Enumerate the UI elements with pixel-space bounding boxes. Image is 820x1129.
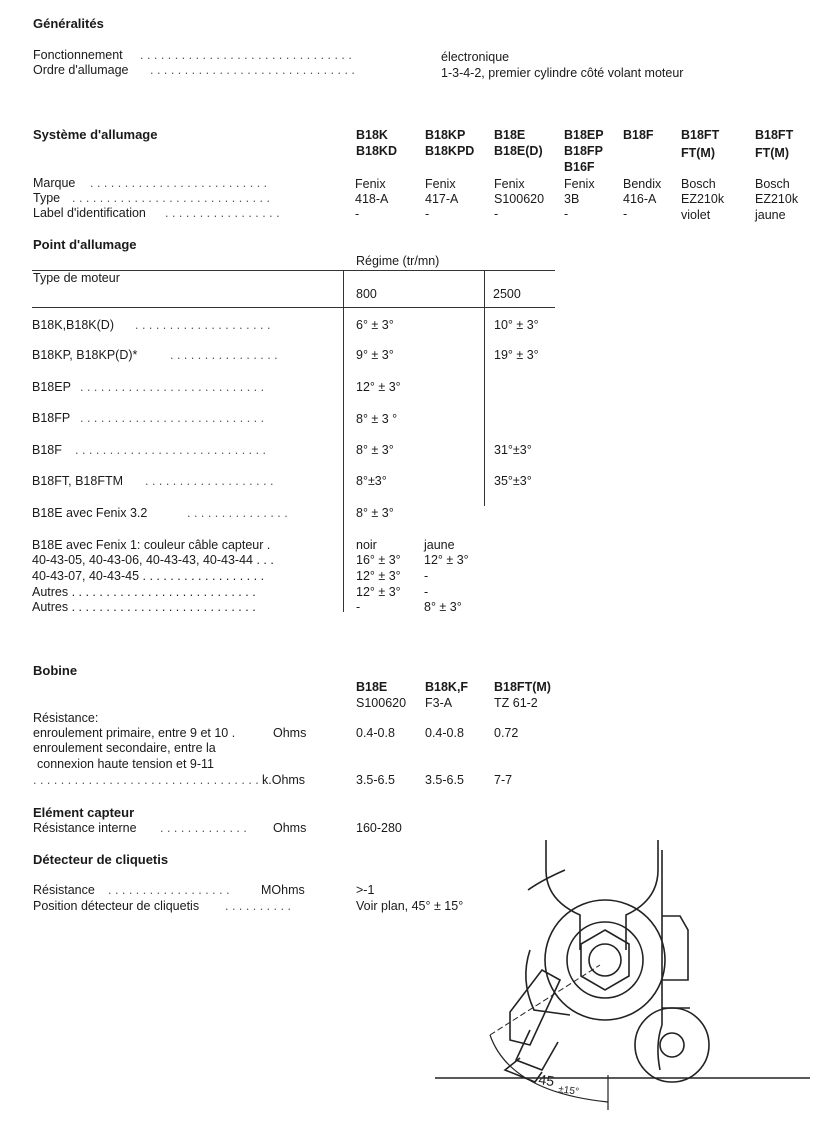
- cell: S100620: [494, 192, 545, 206]
- value-800: 9° ± 3°: [356, 348, 394, 362]
- capteur-value: 160-280: [356, 821, 402, 835]
- regime-label: Régime (tr/mn): [356, 254, 440, 268]
- value-800: 8° ± 3 °: [356, 412, 398, 426]
- row-label-identification: Label d'identification: [33, 206, 146, 220]
- col-header: B18KD: [356, 144, 397, 158]
- row-label-ordre: Ordre d'allumage: [33, 63, 129, 77]
- section-title-generalites: Généralités: [33, 16, 104, 31]
- bobine-col-type: TZ 61-2: [494, 696, 538, 710]
- value-800: 8°±3°: [356, 474, 387, 488]
- cell: Bosch: [681, 177, 716, 191]
- cell: EZ210k: [681, 192, 725, 206]
- secondaire-value: 7-7: [494, 773, 513, 787]
- dot-leader: . . . . . . . . . . . . . . . . . . . . . . . . . . .: [80, 380, 265, 394]
- secondaire-value: 3.5-6.5: [425, 773, 464, 787]
- dot-leader: . . . . . . . . . . . . . . . . . . . . . . . . . . . . .: [72, 191, 270, 205]
- col-header: FT(M): [755, 146, 790, 160]
- cell: -: [494, 207, 499, 221]
- primaire-value: 0.72: [494, 726, 519, 740]
- cell: 418-A: [355, 192, 389, 206]
- col-header: B18FT: [755, 128, 794, 142]
- jaune-cell: jaune: [424, 538, 455, 552]
- cell: -: [425, 207, 430, 221]
- detecteur-resistance-label: Résistance: [33, 883, 95, 897]
- cell: Bosch: [755, 177, 790, 191]
- angle-label: 45: [537, 1071, 556, 1090]
- dot-leader: . . . . . . . . . . . . .: [160, 821, 247, 835]
- fenix-line: Autres . . . . . . . . . . . . . . . . . . . . . . . . . . .: [32, 585, 256, 599]
- detecteur-position-label: Position détecteur de cliquetis: [33, 899, 200, 913]
- fenix-line: B18E avec Fenix 1: couleur câble capteur .: [32, 538, 271, 552]
- dot-leader: . . . . . . . . . . . . . . . . . . . .: [135, 318, 271, 332]
- dot-leader: . . . . . . . . . . . . . . . . . . . . . . . . . . .: [80, 411, 265, 425]
- noir-cell: 16° ± 3°: [356, 553, 401, 567]
- dot-leader: . . . . . . . . . . . . . . . . . . . . . . . . . .: [90, 176, 268, 190]
- engine-label: B18KP, B18KP(D)*: [32, 348, 138, 362]
- cell: EZ210k: [755, 192, 799, 206]
- table-vline-2: [484, 270, 485, 506]
- col-header: B18KP: [425, 128, 466, 142]
- col-2500: 2500: [493, 287, 521, 301]
- detecteur-unit: MOhms: [261, 883, 305, 897]
- row-label-marque: Marque: [33, 176, 76, 190]
- col-header: B18F: [623, 128, 654, 142]
- noir-cell: -: [356, 600, 361, 614]
- cell: 3B: [564, 192, 580, 206]
- cell: Fenix: [355, 177, 386, 191]
- row-label-fonctionnement: Fonctionnement: [33, 48, 123, 62]
- fenix-line: Autres . . . . . . . . . . . . . . . . . . . . . . . . . . .: [32, 600, 256, 614]
- fenix-line: 40-43-05, 40-43-06, 40-43-43, 40-43-44 . . .: [32, 553, 274, 567]
- cell: 416-A: [623, 192, 657, 206]
- primaire-value: 0.4-0.8: [356, 726, 395, 740]
- resistance-label: Résistance:: [33, 711, 99, 725]
- col-header: B18FP: [564, 144, 603, 158]
- dot-leader: . . . . . . . . . . . . . . . . . . . . . . . . . . . . . . . . . .: [33, 773, 266, 787]
- bobine-col-header: B18K,F: [425, 680, 469, 694]
- col-header: B18K: [356, 128, 388, 142]
- dot-leader: . . . . . . . . . . . . . . . . .: [165, 206, 280, 220]
- cell: Fenix: [564, 177, 595, 191]
- jaune-cell: 8° ± 3°: [424, 600, 462, 614]
- capteur-label: Résistance interne: [33, 821, 137, 835]
- cell: Fenix: [494, 177, 525, 191]
- secondaire-value: 3.5-6.5: [356, 773, 395, 787]
- engine-label: B18F: [32, 443, 62, 457]
- col-header: B18E(D): [494, 144, 543, 158]
- section-title-bobine: Bobine: [33, 663, 78, 678]
- col-header: B16F: [564, 160, 595, 174]
- cell: jaune: [755, 208, 786, 222]
- fenix-line: 40-43-07, 40-43-45 . . . . . . . . . . . . . . . . . .: [32, 569, 265, 583]
- col-800: 800: [356, 287, 377, 301]
- cell: Fenix: [425, 177, 456, 191]
- primaire-unit: Ohms: [273, 726, 307, 740]
- value-800: 6° ± 3°: [356, 318, 394, 332]
- value-800: 12° ± 3°: [356, 380, 401, 394]
- col-header: B18KPD: [425, 144, 475, 158]
- dot-leader: . . . . . . . . . . . . . . . . . . . . . . . . . . . .: [75, 443, 267, 457]
- dot-leader: . . . . . . . . . . . . . . . . . . .: [145, 474, 274, 488]
- jaune-cell: 12° ± 3°: [424, 553, 469, 567]
- cell: -: [564, 207, 569, 221]
- dot-leader: . . . . . . . . . . . . . . . . . .: [108, 883, 230, 897]
- value-2500: 19° ± 3°: [494, 348, 539, 362]
- col-header: B18EP: [564, 128, 604, 142]
- value-ordre: 1-3-4-2, premier cylindre côté volant moteur: [441, 66, 684, 80]
- dot-leader: . . . . . . . . . . . . . . . . . . . . . . . . . . . . . .: [150, 63, 355, 77]
- engine-label: B18E avec Fenix 3.2: [32, 506, 148, 520]
- section-title-point: Point d'allumage: [33, 237, 137, 252]
- section-title-detecteur: Détecteur de cliquetis: [33, 852, 169, 867]
- detecteur-position-value: Voir plan, 45° ± 15°: [356, 899, 464, 913]
- bobine-col-type: S100620: [356, 696, 407, 710]
- primaire-value: 0.4-0.8: [425, 726, 464, 740]
- capteur-unit: Ohms: [273, 821, 307, 835]
- value-2500: 31°±3°: [494, 443, 532, 457]
- dot-leader: . . . . . . . . . . . . . . . . . . . . . . . . . . . . . . .: [140, 48, 352, 62]
- bobine-col-type: F3-A: [425, 696, 453, 710]
- secondaire-label: connexion haute tension et 9-11: [37, 757, 214, 771]
- cell: violet: [681, 208, 711, 222]
- dot-leader: . . . . . . . . . . . . . . . .: [170, 348, 278, 362]
- jaune-cell: -: [424, 569, 429, 583]
- secondaire-unit: k.Ohms: [262, 773, 306, 787]
- noir-cell: noir: [356, 538, 377, 552]
- noir-cell: 12° ± 3°: [356, 585, 401, 599]
- cell: Bendix: [623, 177, 662, 191]
- cell: 417-A: [425, 192, 459, 206]
- dot-leader: . . . . . . . . . .: [225, 899, 291, 913]
- col-header: B18E: [494, 128, 526, 142]
- dot-leader: . . . . . . . . . . . . . . .: [187, 506, 288, 520]
- detecteur-value: >-1: [356, 883, 375, 897]
- row-label-type: Type: [33, 191, 61, 205]
- value-fonctionnement: électronique: [441, 50, 510, 64]
- value-2500: 35°±3°: [494, 474, 532, 488]
- table-vline-1: [343, 270, 344, 612]
- bobine-col-header: B18E: [356, 680, 388, 694]
- table-rule-header: [32, 307, 555, 308]
- angle-tolerance: ±15°: [557, 1084, 580, 1098]
- cell: -: [355, 207, 360, 221]
- primaire-label: enroulement primaire, entre 9 et 10 .: [33, 726, 236, 740]
- section-title-allumage: Système d'allumage: [33, 127, 158, 142]
- col-header: B18FT: [681, 128, 720, 142]
- col-header: FT(M): [681, 146, 716, 160]
- engine-label: B18FT, B18FTM: [32, 474, 123, 488]
- type-moteur-label: Type de moteur: [33, 271, 120, 285]
- secondaire-label: enroulement secondaire, entre la: [33, 741, 216, 755]
- bobine-col-header: B18FT(M): [494, 680, 551, 694]
- noir-cell: 12° ± 3°: [356, 569, 401, 583]
- engine-label: B18K,B18K(D): [32, 318, 114, 332]
- engine-label: B18EP: [32, 380, 71, 394]
- engine-label: B18FP: [32, 411, 71, 425]
- cell: -: [623, 207, 628, 221]
- section-title-capteur: Elément capteur: [33, 805, 135, 820]
- knock-sensor-drawing: [430, 830, 820, 1120]
- jaune-cell: -: [424, 585, 429, 599]
- value-800: 8° ± 3°: [356, 506, 394, 520]
- value-2500: 10° ± 3°: [494, 318, 539, 332]
- value-800: 8° ± 3°: [356, 443, 394, 457]
